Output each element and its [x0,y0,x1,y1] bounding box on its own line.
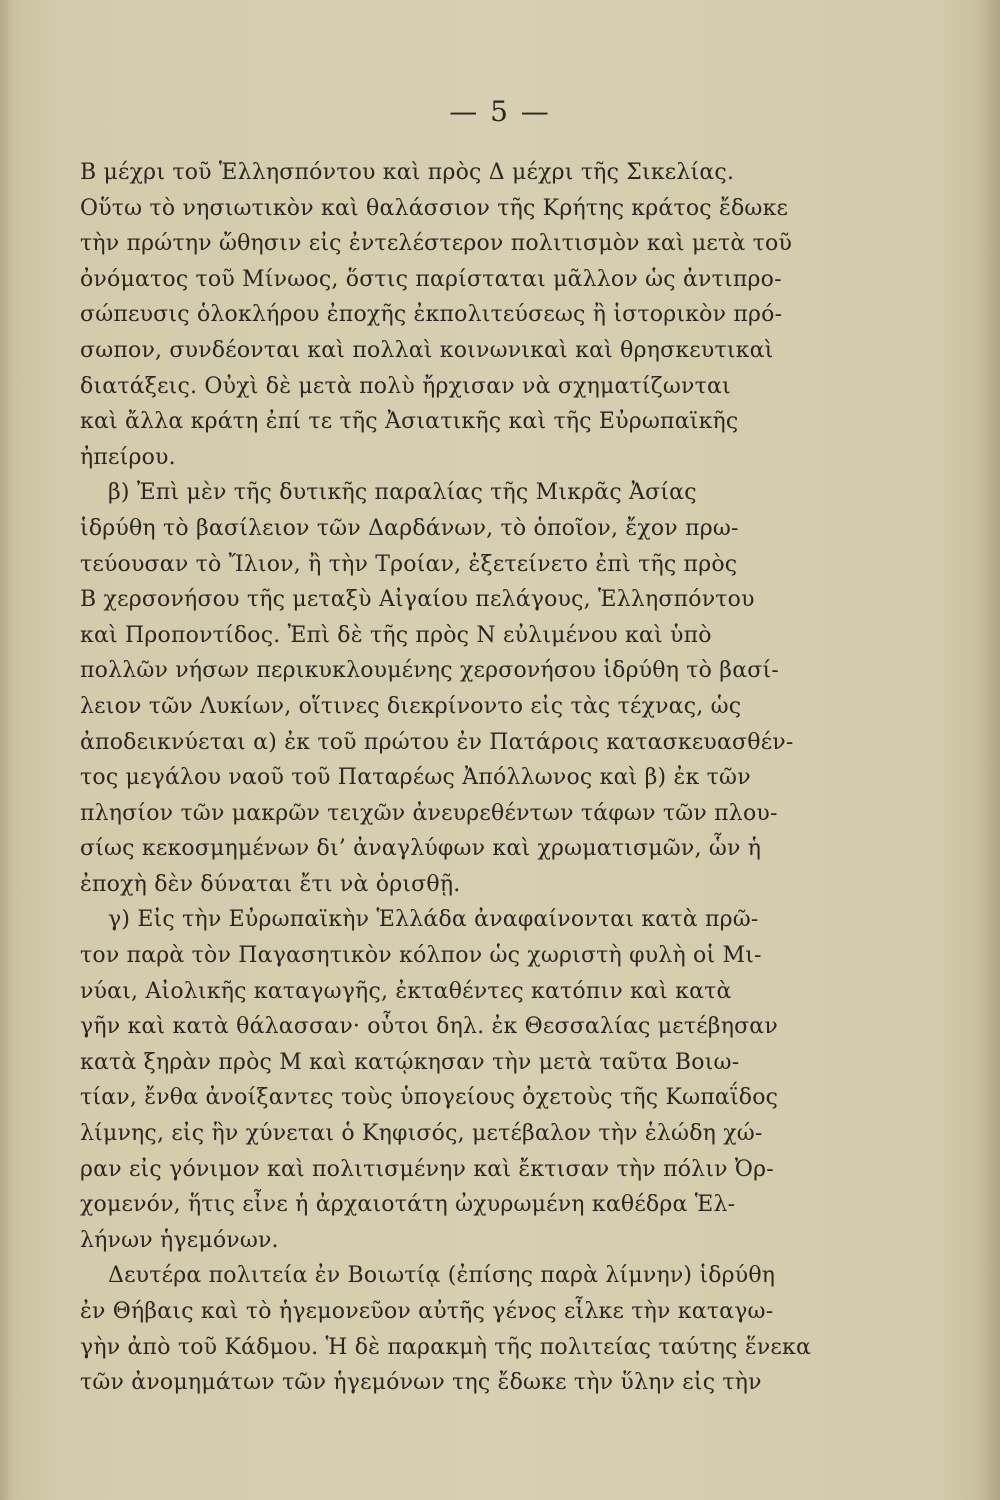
text-line: ἀποδεικνύεται α) ἐκ τοῦ πρώτου ἐν Πατάροις κατασκευασθέν- [80,729,794,755]
text-line: τίαν, ἔνθα ἀνοίξαντες τοὺς ὑπογείους ὀχετοὺς τῆς Κωπαΐδος [80,1085,779,1111]
text-line: πλησίον τῶν μακρῶν τειχῶν ἀνευρεθέντων τάφων τῶν πλου- [80,800,778,826]
text-line: γῆν καὶ κατὰ θάλασσαν· οὗτοι δηλ. ἐκ Θεσσαλίας μετέβησαν [80,1014,778,1040]
text-line: κατὰ ξηρὰν πρὸς Μ καὶ κατῴκησαν τὴν μετὰ ταῦτα Βοιω- [80,1049,740,1075]
text-line: ὀνόματος τοῦ Μίνωος, ὅστις παρίσταται μᾶλλον ὡς ἀντιπρο- [80,266,782,292]
text-line: λήνων ἡγεμόνων. [80,1227,279,1253]
text-line: σωπον, συνδέονται καὶ πολλαὶ κοινωνικαὶ καὶ θρησκευτικαὶ [80,337,774,363]
text-line: σίως κεκοσμημένων δι’ ἀναγλύφων καὶ χρωματισμῶν, ὧν ἡ [80,836,762,862]
text-line: ἠπείρου. [80,444,176,470]
text-line: Β μέχρι τοῦ Ἑλλησπόντου καὶ πρὸς Δ μέχρι τῆς Σικελίας. [80,160,735,185]
text-line: καὶ ἄλλα κράτη ἐπί τε τῆς Ἀσιατικῆς καὶ τῆς Εὐρωπαϊκῆς [80,409,739,435]
page-right-shadow [978,0,1000,1500]
text-line: γ) Εἰς τὴν Εὐρωπαϊκὴν Ἑλλάδα ἀναφαίνονται κατὰ πρῶ- [108,907,759,933]
text-line: ἐποχὴ δὲν δύναται ἔτι νὰ ὁρισθῇ. [80,871,461,897]
text-line: νύαι, Αἰολικῆς καταγωγῆς, ἐκταθέντες κατόπιν καὶ κατὰ [80,978,732,1004]
text-line: τος μεγάλου ναοῦ τοῦ Παταρέως Ἀπόλλωνος καὶ β) ἐκ τῶν [80,765,751,791]
page-number: — 5 — [449,95,551,128]
text-line: ραν εἰς γόνιμον καὶ πολιτισμένην καὶ ἔκτισαν τὴν πόλιν Ὀρ- [80,1156,774,1182]
text-line: ἐν Θήβαις καὶ τὸ ἡγεμονεῦον αὐτῆς γένος εἷλκε τὴν καταγω- [80,1299,774,1324]
page-left-shadow [0,0,14,1500]
text-line: β) Ἐπὶ μὲν τῆς δυτικῆς παραλίας τῆς Μικρᾶς Ἀσίας [108,480,697,506]
text-line: τῶν ἀνομημάτων τῶν ἡγεμόνων της ἔδωκε τὴν ὕλην εἰς τὴν [80,1370,762,1396]
text-line: πολλῶν νήσων περικυκλουμένης χερσονήσου ἱδρύθη τὸ βασί- [80,658,779,684]
text-line: λειον τῶν Λυκίων, οἵτινες διεκρίνοντο εἰς τὰς τέχνας, ὡς [80,693,742,719]
text-line: ἱδρύθη τὸ βασίλειον τῶν Δαρδάνων, τὸ ὁποῖον, ἔχον πρω- [80,515,739,541]
body-text [80,155,820,1401]
text-line: χομενόν, ἥτις εἶνε ἡ ἀρχαιοτάτη ὠχυρωμένη καθέδρα Ἑλ- [80,1192,736,1218]
text-line: Β χερσονήσου τῆς μεταξὺ Αἰγαίου πελάγους, Ἑλλησπόντου [80,587,755,613]
text-line: διατάξεις. Οὐχὶ δὲ μετὰ πολὺ ἤρχισαν νὰ σχηματίζωνται [80,373,731,399]
text-line: καὶ Προποντίδος. Ἐπὶ δὲ τῆς πρὸς Ν εὐλιμένου καὶ ὑπὸ [80,622,712,648]
text-line: γὴν ἀπὸ τοῦ Κάδμου. Ἡ δὲ παρακμὴ τῆς πολιτείας ταύτης ἕνεκα [80,1334,812,1360]
text-line: Δευτέρα πολιτεία ἐν Βοιωτίᾳ (ἐπίσης παρὰ λίμνην) ἱδρύθη [108,1263,776,1289]
text-line: λίμνης, εἰς ἣν χύνεται ὁ Κηφισός, μετέβαλον τὴν ἑλώδη χώ- [80,1121,763,1147]
text-line: σώπευσις ὁλοκλήρου ἐποχῆς ἐκπολιτεύσεως ἢ ἱστορικὸν πρό- [80,302,783,328]
text-line: τὴν πρώτην ὤθησιν εἰς ἐντελέστερον πολιτισμὸν καὶ μετὰ τοῦ [80,231,793,257]
text-line: τεύουσαν τὸ Ἴλιον, ἢ τὴν Τροίαν, ἐξετείνετο ἐπὶ τῆς πρὸς [80,551,738,577]
text-line: Οὕτω τὸ νησιωτικὸν καὶ θαλάσσιον τῆς Κρήτης κράτος ἔδωκε [80,195,789,221]
text-line: τον παρὰ τὸν Παγασητικὸν κόλπον ὡς χωριστὴ φυλὴ οἱ Μι- [80,943,762,969]
